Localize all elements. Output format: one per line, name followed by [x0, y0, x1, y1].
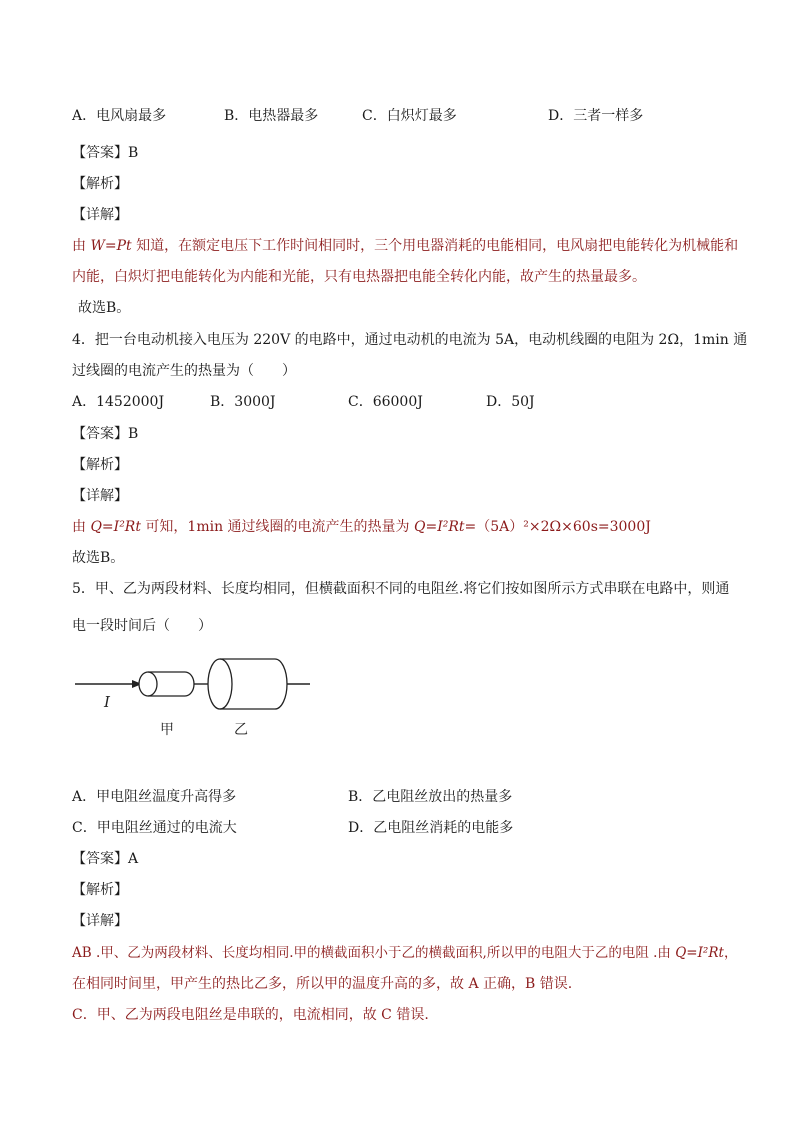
q4-explanation: [72, 517, 651, 537]
q4-stem-line1: 4．把一台电动机接入电压为 220V 的电路中，通过电动机的电流为 5A，电动机线圈的电阻为 2Ω，1min 通: [72, 332, 748, 348]
q4-explain-formula1: Q=I²Rt: [90, 519, 141, 535]
q3-explanation-line1: [72, 236, 738, 256]
q4-option-b: B．3000J: [210, 394, 276, 410]
q5-option-a: A．甲电阻丝温度升高得多: [72, 789, 237, 805]
q3-explain-pre: 由: [72, 238, 91, 254]
q4-explain-pre: 由: [72, 519, 91, 535]
q4-option-a: A．1452000J: [72, 394, 165, 410]
q5-option-c: C．甲电阻丝通过的电流大: [72, 820, 237, 836]
q4-choice: 故选B。: [72, 550, 125, 566]
q3-choice: 故选B。: [78, 300, 131, 316]
q4-explain-rest: =（5A）²×2Ω×60s=3000J: [464, 519, 651, 535]
q5-stem-line1: 5．甲、乙为两段材料、长度均相同，但横截面积不同的电阻丝.将它们按如图所示方式串联在电路中，则通: [72, 581, 730, 597]
q5-explanation-line3: C．甲、乙为两段电阻丝是串联的，电流相同，故 C 错误.: [72, 1007, 429, 1023]
q4-option-d: D．50J: [486, 394, 535, 410]
q3-option-c: C．白炽灯最多: [362, 108, 457, 124]
q5-explanation-line2: 在相同时间里，甲产生的热比乙多，所以甲的温度升高的多，故 A 正确，B 错误.: [72, 976, 573, 992]
q4-analysis-heading: 【解析】: [72, 457, 128, 473]
current-label: I: [104, 693, 110, 711]
resistor-wire-diagram: [70, 652, 320, 747]
q5-analysis-heading: 【解析】: [72, 882, 128, 898]
q5-explain-end: ，: [723, 945, 738, 961]
q3-explanation-line2: 内能，白炽灯把电能转化为内能和光能，只有电热器把电能全转化内能，故产生的热量最多。: [72, 269, 646, 285]
q5-explain-formula: Q=I²Rt: [675, 945, 724, 961]
q4-detail-heading: 【详解】: [72, 488, 128, 504]
q3-detail-heading: 【详解】: [72, 207, 128, 223]
q4-explain-formula2: Q=I²Rt: [414, 519, 465, 535]
q3-option-b: B．电热器最多: [224, 108, 319, 124]
q3-option-d: D．三者一样多: [548, 108, 644, 124]
q3-analysis-heading: 【解析】: [72, 176, 128, 192]
q5-option-d: D．乙电阻丝消耗的电能多: [348, 820, 514, 836]
q3-explain-rest: 知道，在额定电压下工作时间相同时，三个用电器消耗的电能相同，电风扇把电能转化为机械能和: [131, 238, 739, 254]
q5-answer: 【答案】A: [72, 851, 139, 867]
q4-option-c: C．66000J: [348, 394, 423, 410]
cylinder-a: [139, 672, 194, 696]
q5-explain-pre: AB .甲、乙为两段材料、长度均相同.甲的横截面积小于乙的横截面积,所以甲的电阻大于乙的电阻 .由: [72, 945, 676, 961]
label-b: 乙: [234, 722, 248, 738]
q4-stem-line2: 过线圈的电流产生的热量为（ ）: [72, 363, 296, 379]
cylinder-b: [208, 659, 287, 709]
q3-option-a: A．电风扇最多: [72, 108, 167, 124]
q5-explanation-line1: [72, 943, 737, 963]
q5-option-b: B．乙电阻丝放出的热量多: [348, 789, 513, 805]
q4-answer: 【答案】B: [72, 426, 139, 442]
label-a: 甲: [160, 722, 174, 738]
q5-detail-heading: 【详解】: [72, 913, 128, 929]
q3-explain-formula: W=Pt: [90, 238, 132, 254]
q3-answer: 【答案】B: [72, 145, 139, 161]
q4-explain-mid: 可知，1min 通过线圈的电流产生的热量为: [140, 519, 415, 535]
q5-stem-line2: 电一段时间后（ ）: [72, 618, 212, 634]
